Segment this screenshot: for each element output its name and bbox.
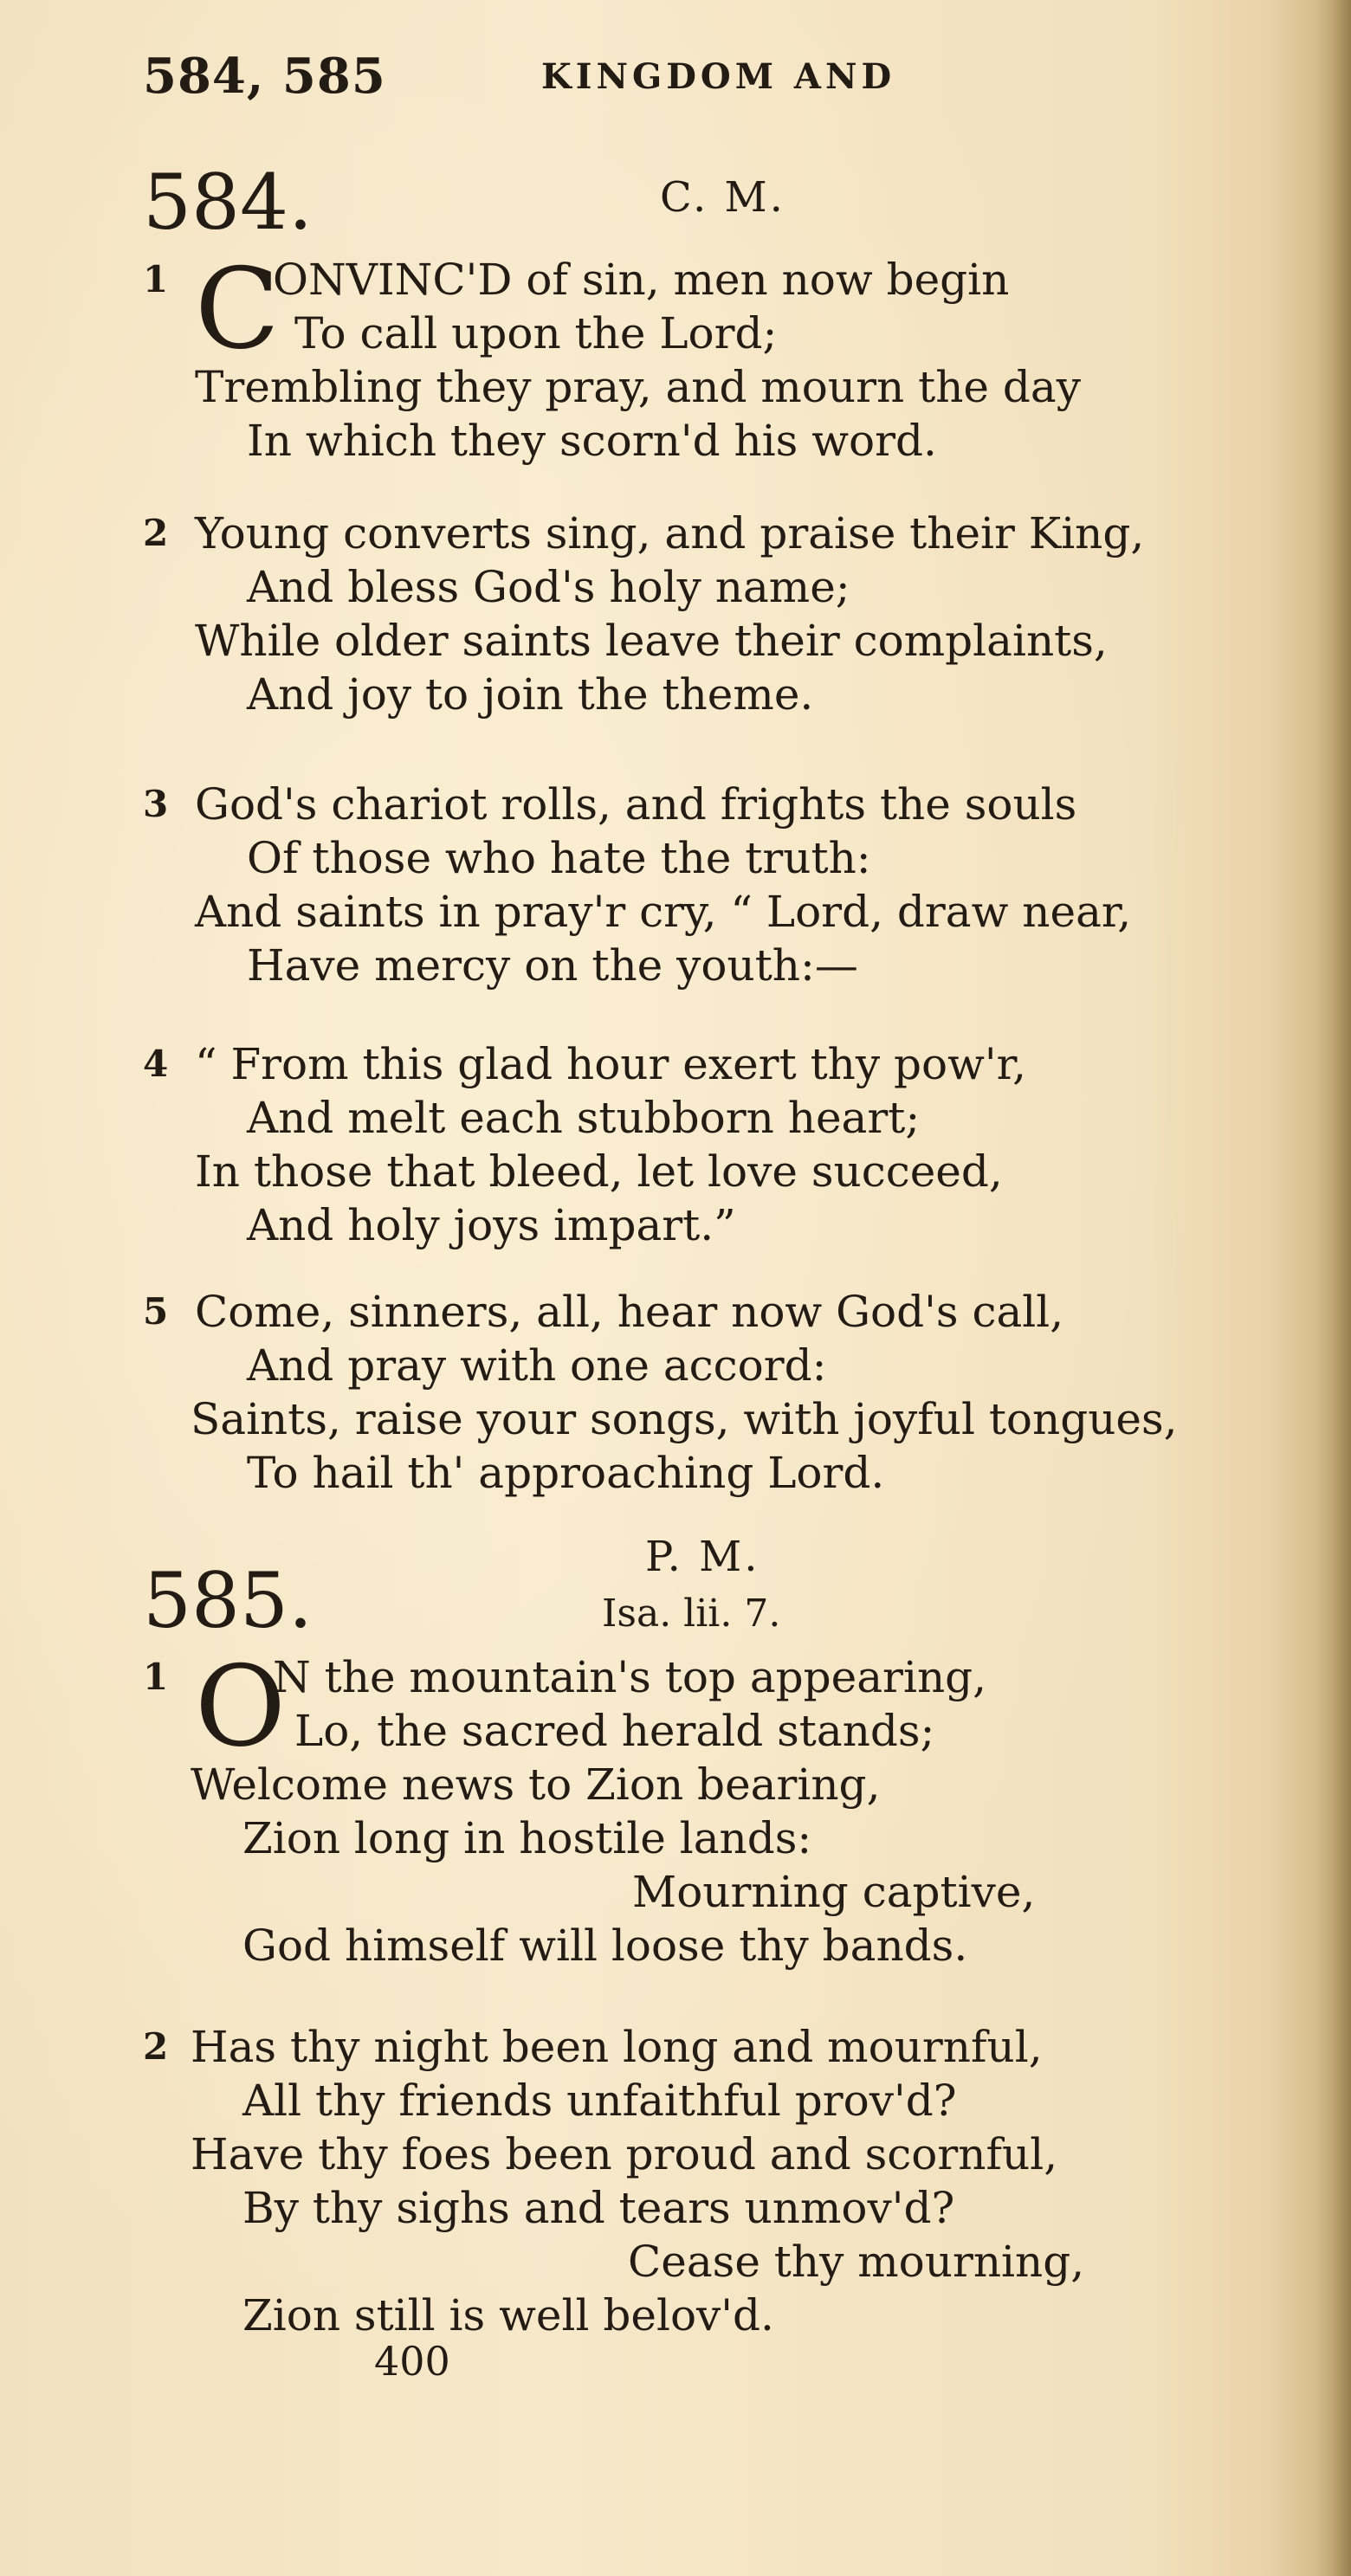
stanza-line <box>143 1339 1295 1392</box>
stanza-line <box>143 939 1295 992</box>
line-text: Lo, the sacred herald stands; <box>294 1706 935 1756</box>
stanza-line <box>143 1919 1295 1972</box>
line-text: God himself will loose thy bands. <box>242 1921 968 1971</box>
verse-number: 4 <box>143 1043 169 1085</box>
line-text: Have mercy on the youth:— <box>247 940 858 991</box>
hymn-584-stanza-5 <box>143 1285 1295 1500</box>
verse-number: 1 <box>143 258 169 300</box>
stanza-line <box>143 414 1295 468</box>
stanza-line <box>143 2074 1295 2127</box>
line-text: N the mountain's top appearing, <box>273 1652 987 1702</box>
line-text: Zion still is well belov'd. <box>242 2290 774 2340</box>
line-text: Trembling they pray, and mourn the day <box>195 362 1081 412</box>
stanza-line <box>143 1865 1295 1919</box>
line-text: “ From this glad hour exert thy pow'r, <box>195 1039 1026 1089</box>
stanza-line <box>143 360 1295 414</box>
stanza-line <box>143 1758 1295 1811</box>
line-text: While older saints leave their complaints, <box>195 616 1108 666</box>
line-text: Cease thy mourning, <box>628 2237 1085 2287</box>
stanza-line <box>143 307 1295 360</box>
line-text: In which they scorn'd his word. <box>247 416 937 466</box>
verse-number: 5 <box>143 1290 169 1333</box>
stanza-line <box>143 560 1295 614</box>
line-text: And pray with one accord: <box>247 1340 827 1391</box>
line-text: Saints, raise your songs, with joyful tongues, <box>191 1394 1178 1444</box>
hymn-584-stanza-3 <box>143 778 1295 992</box>
hymn-584-meter: C. M. <box>660 173 785 222</box>
hymn-585-scripture: Isa. lii. 7. <box>602 1591 781 1636</box>
line-text: All thy friends unfaithful prov'd? <box>242 2076 957 2126</box>
running-head-page-range: 584, 585 <box>143 48 386 105</box>
stanza-line <box>143 1811 1295 1865</box>
line-text: And joy to join the theme. <box>247 669 814 720</box>
line-text: Welcome news to Zion bearing, <box>191 1759 881 1810</box>
line-text: And saints in pray'r cry, “ Lord, draw near, <box>195 887 1132 937</box>
verse-number: 3 <box>143 783 169 825</box>
line-text: Come, sinners, all, hear now God's call, <box>195 1287 1064 1337</box>
line-text: To hail th' approaching Lord. <box>247 1448 885 1498</box>
line-text: Young converts sing, and praise their King, <box>195 508 1145 558</box>
drop-cap: O <box>195 1643 286 1772</box>
stanza-line <box>143 1037 1295 1091</box>
verse-number: 2 <box>143 2025 169 2068</box>
hymn-585-number: 585. <box>143 1556 313 1645</box>
stanza-line <box>143 2020 1295 2074</box>
running-head-title: KINGDOM AND <box>541 56 896 97</box>
hymn-584-number: 584. <box>143 158 313 247</box>
line-text: In those that bleed, let love succeed, <box>195 1146 1003 1197</box>
verse-number: 2 <box>143 512 169 554</box>
stanza-line <box>143 614 1295 668</box>
line-text: And bless God's holy name; <box>247 562 850 612</box>
stanza-line <box>143 1091 1295 1145</box>
stanza-line <box>143 778 1295 831</box>
hymn-585-meter: P. M. <box>645 1533 760 1581</box>
hymn-584-stanza-4 <box>143 1037 1295 1252</box>
line-text: Of those who hate the truth: <box>247 833 871 883</box>
line-text: Zion long in hostile lands: <box>242 1813 812 1863</box>
stanza-line <box>143 1198 1295 1252</box>
stanza-line <box>143 2289 1295 2342</box>
stanza-line <box>143 668 1295 721</box>
line-text: And melt each stubborn heart; <box>247 1093 921 1143</box>
stanza-line <box>143 1704 1295 1758</box>
hymn-585-stanza-2 <box>143 2020 1295 2342</box>
stanza-line <box>143 2181 1295 2235</box>
stanza-line <box>143 2127 1295 2181</box>
hymn-584-stanza-1 <box>143 245 1295 468</box>
line-text: God's chariot rolls, and frights the souls <box>195 779 1077 830</box>
line-text: By thy sighs and tears unmov'd? <box>242 2183 955 2233</box>
hymn-584-stanza-2 <box>143 507 1295 721</box>
running-head <box>143 48 1009 105</box>
stanza-line <box>143 1446 1295 1500</box>
line-text: And holy joys impart.” <box>247 1200 736 1250</box>
verse-number: 1 <box>143 1656 169 1698</box>
stanza-line <box>143 831 1295 885</box>
stanza-line <box>143 1285 1295 1339</box>
page-number: 400 <box>374 2338 450 2385</box>
stanza-line <box>143 507 1295 560</box>
page-edge-shadow <box>1316 0 1351 2576</box>
drop-cap: C <box>195 245 280 374</box>
stanza-line <box>143 2235 1295 2289</box>
hymn-585-stanza-1 <box>143 1643 1295 1972</box>
stanza-line <box>143 885 1295 939</box>
line-text: Has thy night been long and mournful, <box>191 2022 1043 2072</box>
stanza-line <box>143 1145 1295 1198</box>
line-text: ONVINC'D of sin, men now begin <box>273 255 1010 305</box>
stanza-line <box>143 1392 1295 1446</box>
line-text: Mourning captive, <box>632 1867 1036 1917</box>
line-text: To call upon the Lord; <box>294 308 778 358</box>
line-text: Have thy foes been proud and scornful, <box>191 2129 1058 2179</box>
